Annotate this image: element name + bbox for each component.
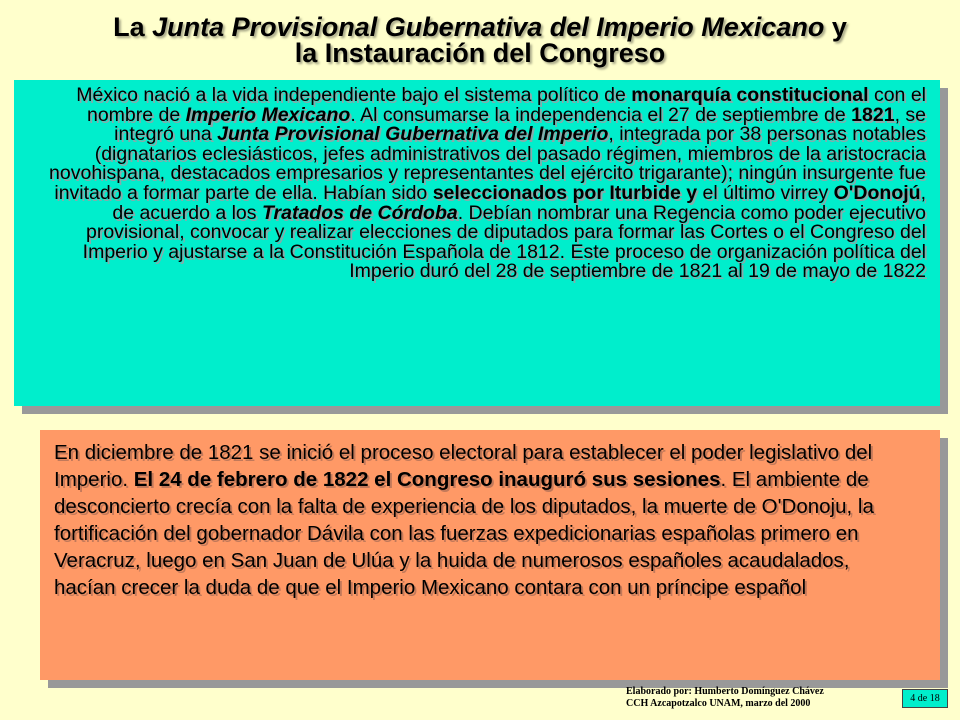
para1-run: , de acuerdo a los: [112, 181, 926, 224]
para1-run: Imperio Mexicano: [185, 103, 351, 126]
para1-run: monarquía constitucional: [631, 84, 869, 106]
para1-run: O'Donojú: [833, 181, 921, 204]
junta-text-box: [14, 80, 940, 406]
para1-run: el último virrey: [697, 181, 834, 204]
title-line-2: la Instauración del Congreso: [294, 38, 666, 68]
title-italic-part: Junta Provisional Gubernativa del Imperio Mexicano: [152, 12, 825, 42]
para1-run: 1821: [851, 103, 895, 126]
credits-author: Elaborado por: Humberto Domínguez Chávez: [626, 686, 824, 697]
junta-paragraph: [32, 86, 926, 282]
congreso-text-box: [40, 430, 940, 680]
para2-run: . El ambiente de desconcierto crecía con la falta de experiencia de los diputados, la muerte de O'Donoju, la fortificación del gobernador Dávila con las fuerzas expedicionarias españolas primero en Veracruz, luego en San Juan de Ulúa y la huida de numerosos españoles acaudalados, hacían crecer la duda de que el Imperio Mexicano contara con un príncipe español: [54, 468, 874, 599]
para1-run: . Al consumarse la independencia el 27 de septiembre de: [350, 103, 852, 126]
slide-title: [0, 14, 960, 67]
congreso-paragraph: [54, 439, 898, 601]
para1-run: Tratados de Córdoba: [261, 201, 458, 224]
para1-run: , se integró una: [114, 103, 926, 146]
credits: [626, 686, 824, 710]
para1-run: México nació a la vida independiente bajo el sistema político de: [76, 84, 632, 106]
page-indicator[interactable]: 4 de 18: [902, 689, 948, 708]
title-prefix: La: [113, 12, 153, 42]
para2-run: En diciembre de 1821 se inició el proceso electoral para establecer el poder legislativo del Imperio.: [54, 441, 873, 491]
title-suffix: y: [824, 12, 847, 42]
para2-run: El 24 de febrero de 1822 el Congreso inauguró sus sesiones: [133, 468, 721, 491]
para1-run: . Debían nombrar una Regencia como poder ejecutivo provisional, convocar y realizar elecciones de diputados para formar las Cortes o el Congreso del Imperio y ajustarse a la Constitución Española de 1812. Este proceso de organización política del Imperio duró del 28 de septiembre de 1821 al 19 de mayo de 1822: [82, 201, 926, 283]
title-line-1: [0, 14, 960, 41]
para1-run: Junta Provisional Gubernativa del Imperio: [217, 123, 609, 146]
para1-run: , integrada por 38 personas notables (dignatarios eclesiásticos, jefes administrativos del pasado régimen, miembros de la aristocracia novohispana, destacados empresarios y representantes del ejército trigarante); ningún insurgente fue invitado a formar parte de ella. Habían sido: [49, 123, 926, 204]
credits-institution: CCH Azcapotzalco UNAM, marzo del 2000: [626, 698, 811, 709]
para1-run: con el nombre de: [86, 84, 926, 126]
para1-run: seleccionados por Iturbide y: [432, 181, 698, 204]
